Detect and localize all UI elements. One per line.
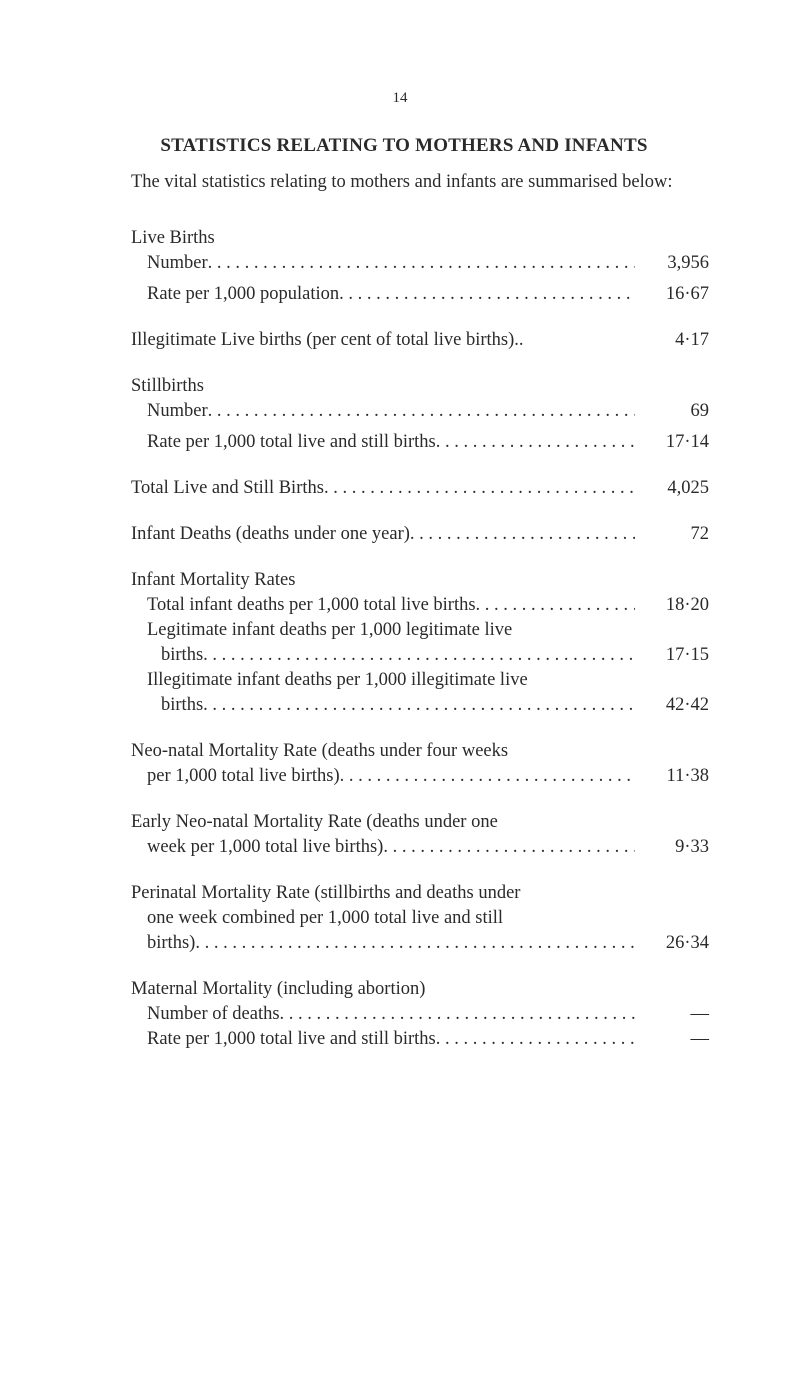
- row-value: 16·67: [665, 284, 709, 304]
- total-births-row: [131, 476, 709, 501]
- infant-mortality-heading: Infant Mortality Rates: [131, 570, 296, 590]
- row-value: 9·33: [675, 837, 709, 857]
- row-value: 11·38: [666, 766, 709, 786]
- maternal-rate-row: [131, 1027, 709, 1052]
- neonatal-line1: Neo-natal Mortality Rate (deaths under four weeks: [131, 741, 509, 761]
- page-number: 14: [392, 90, 408, 106]
- row-label: births: [161, 695, 204, 715]
- row-value: 72: [690, 524, 709, 544]
- legitimate-line1: Legitimate infant deaths per 1,000 legitimate live: [147, 620, 513, 640]
- row-value: 42·42: [665, 695, 709, 715]
- live-births-rate-row: [131, 282, 709, 307]
- row-label: Total Live and Still Births: [131, 478, 324, 498]
- illegitimate-row: [131, 328, 709, 353]
- page-title: STATISTICS RELATING TO MOTHERS AND INFANTS: [160, 135, 648, 156]
- maternal-number-row: [131, 1002, 709, 1027]
- row-label: Number of deaths: [147, 1004, 280, 1024]
- stillbirths-heading: Stillbirths: [131, 376, 204, 396]
- row-value: 26·34: [665, 933, 709, 953]
- live-births-heading: Live Births: [131, 228, 215, 248]
- early-neonatal-row: [131, 835, 709, 860]
- early-neonatal-line1: Early Neo-natal Mortality Rate (deaths under one: [131, 812, 498, 832]
- stillbirths-rate-row: [131, 430, 709, 455]
- row-value: 18·20: [665, 595, 709, 615]
- perinatal-line1: Perinatal Mortality Rate (stillbirths and deaths under: [131, 883, 521, 903]
- row-label: Rate per 1,000 total live and still births: [147, 432, 436, 452]
- row-value: —: [690, 1029, 709, 1049]
- row-value: 3,956: [667, 253, 709, 273]
- legitimate-row: [131, 643, 709, 668]
- row-label: Infant Deaths (deaths under one year): [131, 524, 410, 544]
- row-label: per 1,000 total live births): [147, 766, 340, 786]
- infant-deaths-row: [131, 522, 709, 547]
- perinatal-row: [131, 931, 709, 956]
- illegitimate-rate-row: [131, 693, 709, 718]
- infant-mortality-total-row: [131, 593, 709, 618]
- row-value: 4,025: [667, 478, 709, 498]
- row-value: 69: [690, 401, 709, 421]
- illegitimate-line1: Illegitimate infant deaths per 1,000 illegitimate live: [147, 670, 528, 690]
- row-label: Total infant deaths per 1,000 total live births: [147, 595, 476, 615]
- row-value: 17·15: [665, 645, 709, 665]
- perinatal-line2: one week combined per 1,000 total live and still: [147, 908, 504, 928]
- statistics-list: [131, 226, 709, 1052]
- neonatal-row: [131, 764, 709, 789]
- maternal-mortality-heading: Maternal Mortality (including abortion): [131, 979, 426, 999]
- row-label: Rate per 1,000 population: [147, 284, 340, 304]
- row-label: week per 1,000 total live births): [147, 837, 384, 857]
- row-value: —: [690, 1004, 709, 1024]
- row-label: Number: [147, 253, 208, 273]
- row-value: 4·17: [675, 330, 709, 350]
- row-value: 17·14: [665, 432, 709, 452]
- row-label: Rate per 1,000 total live and still births: [147, 1029, 436, 1049]
- row-label: Illegitimate Live births (per cent of total live births)..: [131, 330, 524, 350]
- intro-paragraph: The vital statistics relating to mothers and infants are summarised below:: [131, 172, 673, 192]
- stillbirths-number-row: [131, 399, 709, 424]
- row-label: Number: [147, 401, 208, 421]
- row-label: births: [161, 645, 204, 665]
- live-births-number-row: [131, 251, 709, 276]
- row-label: births): [147, 933, 196, 953]
